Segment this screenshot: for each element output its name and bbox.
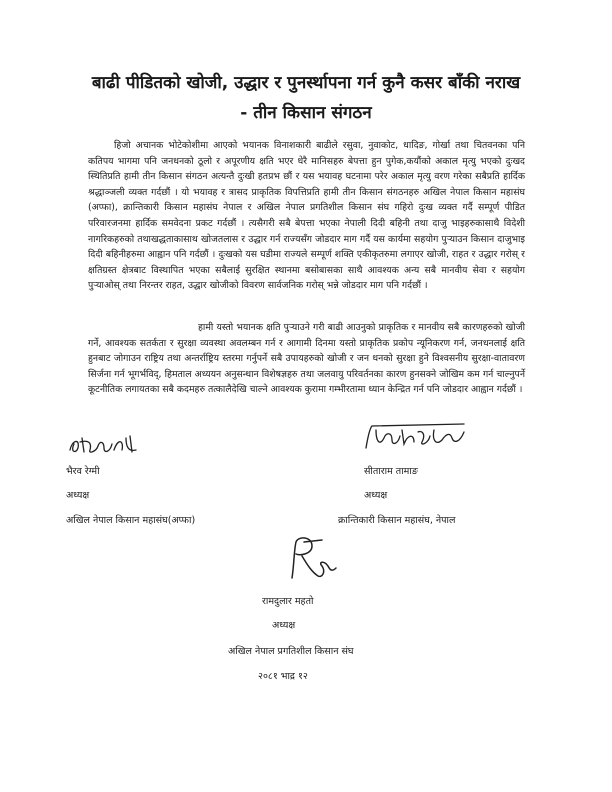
signature-1-handwritten: [66, 430, 144, 458]
signatory-3-name: रामदुलार महतो: [262, 596, 314, 607]
document-title: बाढी पीडितको खोजी, उद्धार र पुनर्स्थापना गर्न कुनै कसर बाँकी नराख: [91, 73, 521, 93]
signatory-2-position: अध्यक्ष: [364, 490, 388, 501]
signature-2-handwritten: [362, 420, 472, 456]
signatory-3-position: अध्यक्ष: [272, 620, 296, 631]
signatory-1-name: भैरव रेग्मी: [66, 466, 100, 477]
paragraph-1: हिजो अचानक भोटेकोशीमा आएको भयानक विनाशकारी बाढीले रसुवा, नुवाकोट, धादिङ, गोर्खा तथा चितवनका पनि कतिपय भागमा पनि जनधनको ठूलो र अपूरणीय क्षति भएर धेरै मानिसहरु बेपत्ता हुन पुगेक,कयौंको अकाल मृत्यु भएको दुःखद स्थितिप्रति हामी तीन किसान संगठन अत्यन्तै दुःखी हतप्रभ छौं र यस भयावह घटनामा परेर अकाल मृत्यु वरण गरेका सबैप्रति हार्दिक श्रद्धाञ्जली व्यक्त गर्दछौं । यो भयावह र त्रासद प्राकृतिक विपत्तिप्रति हामी तीन किसान संगठनहरु अखिल नेपाल किसान महासंघ (अप्फा), क्रान्तिकारी किसान महासंघ नेपाल र अखिल नेपाल प्रगतिशील किसान संघ गहिरो दुःख व्यक्त गर्दै सम्पूर्ण पीडित परिवारजनमा हार्दिक समवेदना प्रकट गर्दछौं । त्यसैगरी सबै बेपत्ता भएका नेपाली दिदी बहिनी तथा दाजु भाइहरुकासाथै विदेशी नागरिकहरुको तथाखद्धताकासाथ खोजतलास र उद्धार गर्न राज्यसँग जोडदार माग गर्दै यस कार्यमा सहयोग पुर्‍याउन किसान दाजुभाइ दिदी बहिनीहरुमा आह्वान पनि गर्दछौं । दुःखको यस घडीमा राज्यले सम्पूर्ण शक्ति एकीकृतरुमा लगाएर खोजी, राहत र उद्धार गरोस् र क्षतिग्रस्त क्षेत्रबाट विस्थापित भएका सबैलाई सुरक्षित स्थानमा बसोबासका साथै आवश्यक अन्य सबै मानवीय सेवा र सहयोग पुर्‍याओस् तथा निरन्तर राहत, उद्धार खोजीको विवरण सार्वजनिक गरोस् भन्ने जोडदार माग पनि गर्दछौं ।: [88, 140, 525, 292]
signatory-1-position: अध्यक्ष: [66, 490, 90, 501]
document-subtitle: - तीन किसान संगठन: [240, 103, 372, 123]
signatory-3-organization: अखिल नेपाल प्रगतिशील किसान संघ: [228, 646, 354, 657]
paragraph-2: हामी यस्तो भयानक क्षति पुर्‍याउने गरी बाढी आउनुको प्राकृतिक र मानवीय सबै कारणहरुको खोजी गर्ने, आवश्यक सतर्कता र सुरक्षा व्यवस्था अवलम्बन गर्न र आगामी दिनमा यस्तो प्राकृतिक प्रकोप न्यूनिकरण गर्न, जनधनलाई क्षति हुनबाट जोगाउन राष्ट्रिय तथा अन्तर्राष्ट्रिय स्तरमा गर्नुपर्ने सबै उपायहरुको खोजी र जन धनको सुरक्षा हुने विश्वसनीय सुरक्षा-वातावरण सिर्जना गर्न भूगर्भविद्, हिमताल अध्ययन अनुसन्धान विशेषज्ञहरु तथा जलवायु परिवर्तनका कारण हुनसक्ने जोखिम कम गर्न चाल्नुपर्ने कूटनीतिक लगायतका सबै कदमहरु तत्कालैदेखि चाल्ने आवश्यक कुरामा गम्भीरतामा ध्यान केन्द्रित गर्न पनि जोडदार आह्वान गर्दछौं ।: [88, 322, 525, 396]
signatory-1-organization: अखिल नेपाल किसान महासंघ(अप्फा): [66, 515, 196, 526]
signatory-2-organization: क्रान्तिकारी किसान महासंघ, नेपाल: [338, 515, 456, 526]
signatory-2-name: सीताराम तामाङ: [364, 466, 418, 477]
document-date: २०८१ भाद्र १२: [258, 671, 308, 682]
signature-3-handwritten: [282, 532, 342, 584]
